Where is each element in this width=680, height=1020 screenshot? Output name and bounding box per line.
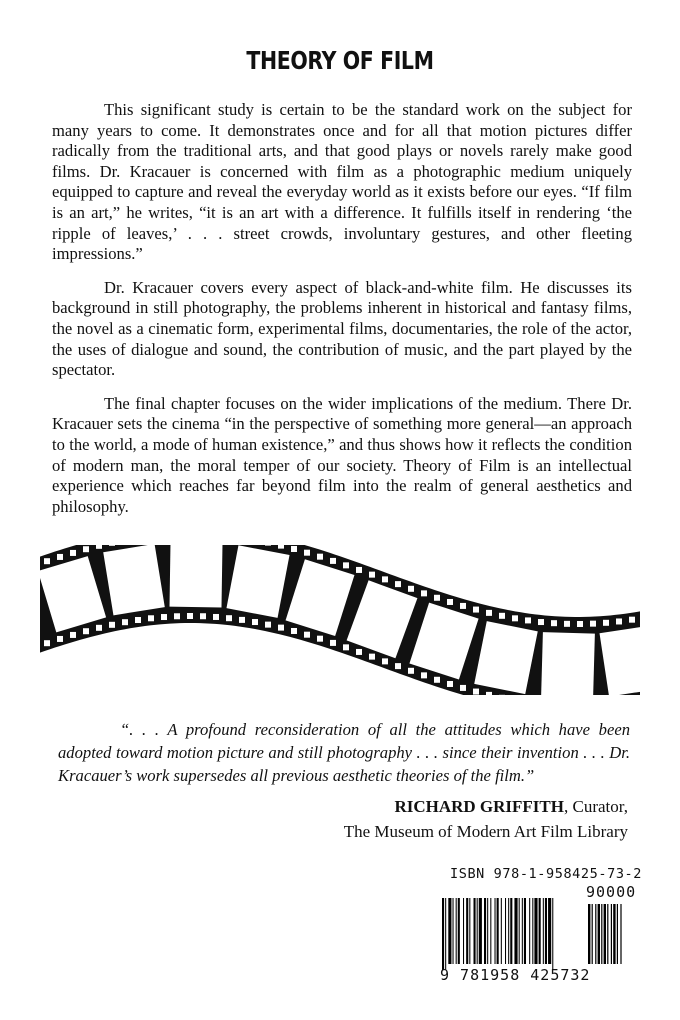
attribution-name: RICHARD GRIFFITH xyxy=(394,797,564,816)
sprocket-hole xyxy=(460,685,466,691)
sprocket-hole xyxy=(278,545,284,549)
addon-bar xyxy=(601,904,602,964)
addon-bar xyxy=(592,904,593,964)
film-frame xyxy=(103,545,165,615)
sprocket-hole xyxy=(395,581,401,587)
addon-bar xyxy=(604,904,606,964)
sprocket-hole xyxy=(447,599,453,605)
sprocket-hole xyxy=(44,640,50,646)
sprocket-hole xyxy=(421,590,427,596)
barcode-bar xyxy=(545,898,547,964)
sprocket-hole xyxy=(57,554,63,560)
sprocket-hole xyxy=(330,640,336,646)
sprocket-hole xyxy=(486,692,492,695)
sprocket-hole xyxy=(538,619,544,625)
quote-attribution xyxy=(108,794,628,844)
barcode-bar xyxy=(484,898,486,964)
barcode-bar xyxy=(445,898,446,970)
sprocket-hole xyxy=(434,677,440,683)
addon-bar xyxy=(588,904,590,964)
sprocket-hole xyxy=(317,554,323,560)
sprocket-hole xyxy=(200,613,206,619)
barcode-bar xyxy=(514,898,517,964)
sprocket-hole xyxy=(330,558,336,564)
barcode-bar xyxy=(474,898,476,964)
sprocket-hole xyxy=(278,625,284,631)
sprocket-hole xyxy=(135,617,141,623)
barcode-bar xyxy=(543,898,544,964)
sprocket-hole xyxy=(174,613,180,619)
barcode-bar xyxy=(501,898,502,964)
barcode-bar xyxy=(548,898,551,964)
barcode-bar xyxy=(539,898,541,964)
sprocket-hole xyxy=(447,681,453,687)
barcode-bar xyxy=(529,898,530,964)
barcode-bar xyxy=(552,898,553,970)
sprocket-hole xyxy=(161,614,167,620)
filmstrip-illustration xyxy=(40,545,640,695)
sprocket-hole xyxy=(564,621,570,627)
sprocket-hole xyxy=(239,617,245,623)
price-code: 90000 xyxy=(586,883,637,901)
sprocket-hole xyxy=(473,689,479,695)
sprocket-hole xyxy=(408,586,414,592)
film-frame xyxy=(169,545,222,607)
addon-bar xyxy=(595,904,596,964)
description-text xyxy=(52,100,632,530)
barcode-bar xyxy=(522,898,523,964)
sprocket-hole xyxy=(577,621,583,627)
sprocket-hole xyxy=(512,615,518,621)
sprocket-hole xyxy=(408,668,414,674)
barcode-bar xyxy=(495,898,496,964)
addon-bar xyxy=(607,904,608,964)
sprocket-hole xyxy=(369,572,375,578)
sprocket-hole xyxy=(486,610,492,616)
sprocket-hole xyxy=(473,607,479,613)
addon-bar xyxy=(617,904,618,964)
sprocket-hole xyxy=(83,628,89,634)
sprocket-hole xyxy=(96,625,102,631)
barcode-bar xyxy=(448,898,451,964)
sprocket-hole xyxy=(304,550,310,556)
book-title: THEORY OF FILM xyxy=(246,46,434,75)
sprocket-hole xyxy=(187,613,193,619)
sprocket-hole xyxy=(434,595,440,601)
sprocket-hole xyxy=(83,546,89,552)
sprocket-hole xyxy=(265,545,271,546)
sprocket-hole xyxy=(252,619,258,625)
addon-bar xyxy=(620,904,621,964)
sprocket-hole xyxy=(395,663,401,669)
sprocket-hole xyxy=(356,567,362,573)
sprocket-hole xyxy=(356,649,362,655)
attribution-role: , Curator, xyxy=(564,797,628,816)
barcode-bar xyxy=(487,898,488,964)
barcode-bar xyxy=(442,898,444,970)
sprocket-hole xyxy=(70,550,76,556)
sprocket-hole xyxy=(317,636,323,642)
review-quote xyxy=(58,718,630,787)
paragraph-2: Dr. Kracauer covers every aspect of black-and-white film. He discusses its background in still photography, the problems inherent in historical and fantasy films, the novel as a cinematic form, experimental films, documentaries, the role of the actor, the uses of dialogue and sound, the contribution of music, and the part played by the spectator. xyxy=(52,277,632,380)
barcode-bar xyxy=(497,898,499,964)
sprocket-hole xyxy=(343,644,349,650)
isbn-label: ISBN 978-1-958425-73-2 xyxy=(450,866,643,882)
sprocket-hole xyxy=(213,614,219,620)
sprocket-hole xyxy=(499,613,505,619)
sprocket-hole xyxy=(122,619,128,625)
sprocket-hole xyxy=(291,628,297,634)
sprocket-hole xyxy=(70,632,76,638)
barcode-bar xyxy=(534,898,537,964)
barcode-bar xyxy=(463,898,464,964)
barcode-bar xyxy=(469,898,470,964)
paragraph-1: This significant study is certain to be the standard work on the subject for many years to come. It demonstrates once and for all that motion pictures differ radically from the traditional arts, and that good plays or novels rarely make good films. Dr. Kracauer is concerned with film as a photographic medium uniquely equipped to capture and reveal the everyday world as it exists before our eyes. “If film is an art,” he writes, “it is an art with a difference. It fulfills itself in rendering ‘the ripple of leaves,’ . . . street crowds, involuntary gestures, and other fleeting impressions.” xyxy=(52,100,632,264)
sprocket-hole xyxy=(603,620,609,626)
barcode-bar xyxy=(508,898,509,964)
sprocket-hole xyxy=(369,654,375,660)
attribution-organization: The Museum of Modern Art Film Library xyxy=(343,822,628,841)
sprocket-hole xyxy=(629,617,635,623)
barcode-bar xyxy=(510,898,512,964)
sprocket-hole xyxy=(616,618,622,624)
addon-bar xyxy=(613,904,615,964)
sprocket-hole xyxy=(291,546,297,552)
sprocket-hole xyxy=(265,622,271,628)
sprocket-hole xyxy=(109,545,115,546)
sprocket-hole xyxy=(96,545,102,549)
sprocket-hole xyxy=(109,622,115,628)
barcode-bar xyxy=(479,898,482,964)
barcode-bar xyxy=(458,898,460,964)
barcode-bar xyxy=(505,898,506,964)
barcode-bar xyxy=(519,898,520,964)
barcode-digits: 9 781958 425732 xyxy=(440,966,591,984)
paragraph-3: The final chapter focuses on the wider implications of the medium. There Dr. Kracauer sets the cinema “in the perspective of something more general—an approach to the world, a mode of human existence,” and thus shows how it reflects the condition of modern man, the moral temper of our society. Theory of Film is an intellectual experience which reaches far beyond film into the realm of general aesthetics and philosophy. xyxy=(52,393,632,516)
barcode-bar xyxy=(532,898,533,964)
isbn-barcode xyxy=(440,866,645,984)
sprocket-hole xyxy=(226,615,232,621)
sprocket-hole xyxy=(421,672,427,678)
sprocket-hole xyxy=(382,576,388,582)
sprocket-hole xyxy=(590,621,596,627)
sprocket-hole xyxy=(343,562,349,568)
sprocket-hole xyxy=(460,603,466,609)
addon-bar xyxy=(598,904,600,964)
barcode-bar xyxy=(466,898,468,964)
film-frame xyxy=(541,632,595,695)
barcode-bar xyxy=(477,898,478,964)
barcode-bar xyxy=(453,898,454,964)
quote-text: “. . . A profound reconsideration of all the attitudes which have been adopted toward motion picture and still photography . . . since their invention . . . Dr. Kracauer’s work supersedes all previous aesthetic theories of the film.” xyxy=(58,720,630,785)
sprocket-hole xyxy=(551,620,557,626)
barcode-bar xyxy=(524,898,526,964)
sprocket-hole xyxy=(304,632,310,638)
sprocket-hole xyxy=(57,636,63,642)
barcode-bar xyxy=(456,898,457,964)
sprocket-hole xyxy=(44,558,50,564)
sprocket-hole xyxy=(148,615,154,621)
barcode-bar xyxy=(490,898,491,964)
sprocket-hole xyxy=(382,658,388,664)
sprocket-hole xyxy=(525,617,531,623)
addon-bar xyxy=(611,904,612,964)
